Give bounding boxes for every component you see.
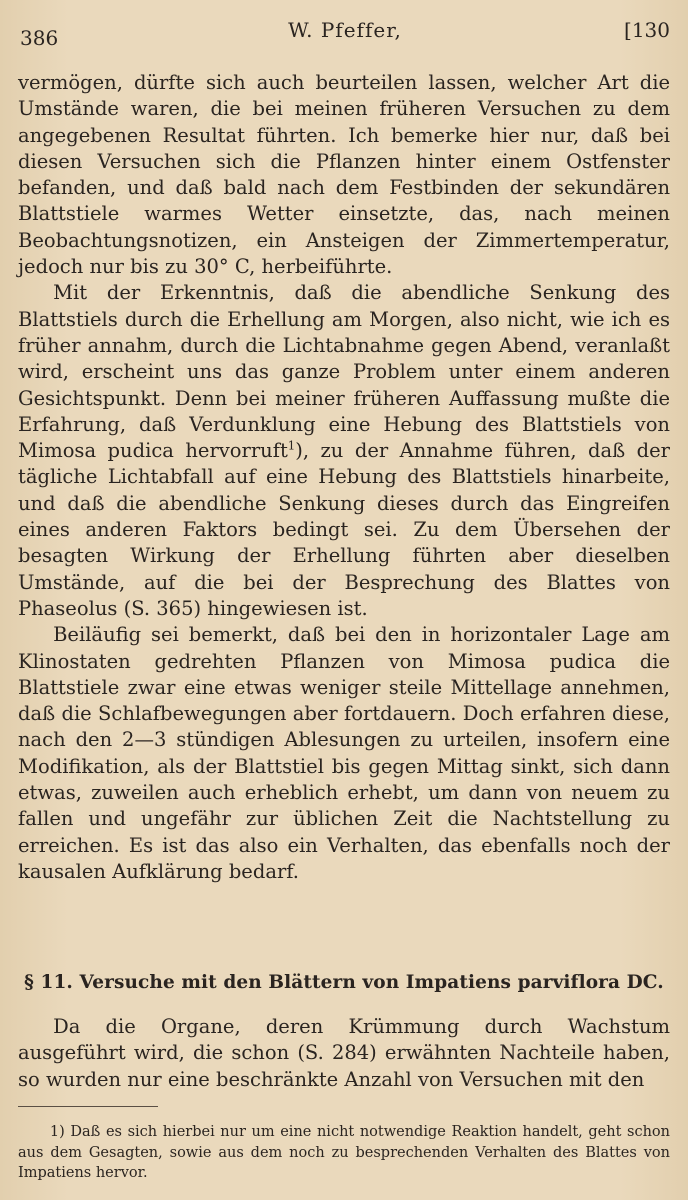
paragraph-1: vermögen, dürfte sich auch beurteilen lassen, welcher Art die Umstände waren, die bei meinen früheren Versuchen zu dem angegebenen Resultat führten. Ich bemerke hier nur, daß bei diesen Versuchen sich die Pflanzen hinter einem Ostfenster befanden, und daß bald nach dem Festbinden der sekundären Blattstiele warmes Wetter einsetzte, das, nach meinen Beobachtungsnotizen, ein Ansteigen der Zimmertemperatur, jedoch nur bis zu 30° C, herbeiführte. [18,71,670,279]
page-header [20,18,670,48]
page-number: 386 [20,26,59,50]
main-text [18,70,670,885]
footnote [18,1122,670,1184]
paragraph-2 [18,280,670,622]
footnote-marker: 1 [287,438,296,453]
section-reference: [130 [624,18,670,42]
paragraph-3: Beiläufig sei bemerkt, daß bei den in horizontaler Lage am Klinostaten gedrehten Pflanzen von Mimosa pudica die Blattstiele zwar eine etwas weniger steile Mittellage annehmen, daß die Schlafbewegungen aber fortdauern. Doch erfahren diese, nach den 2—3 stündigen Ablesungen zu urteilen, insofern eine Modifikation, als der Blattstiel bis gegen Mittag sinkt, sich dann etwas, zuweilen auch erheblich erhebt, um dann von neuem zu fallen und ungefähr zur üblichen Zeit die Nachtstellung zu erreichen. Es ist das also ein Verhalten, das ebenfalls noch der kausalen Aufklärung bedarf. [18,623,670,883]
footnote-text: 1) Daß es sich hierbei nur um eine nicht notwendige Reaktion handelt, geht schon aus dem Gesagten, sowie aus dem noch zu besprechenden Verhalten des Blattes von Impatiens hervor. [18,1124,670,1181]
paragraph-2-part-1: Mit der Erkenntnis, daß die abendliche Senkung des Blattstiels durch die Erhellung am Morgen, also nicht, wie ich es früher annahm, durch die Lichtabnahme gegen Abend, veranlaßt wird, erscheint uns das ganze Problem unter einem anderen Gesichtspunkt. Denn bei meiner früheren Auffassung mußte die Erfahrung, daß Verdunklung eine Hebung des Blattstiels von Mimosa pudica hervorruft [18,281,670,463]
running-title: W. Pfeffer, [288,18,402,42]
section-paragraph: Da die Organe, deren Krümmung durch Wachstum ausgeführt wird, die schon (S. 284) erwähnten Nachteile haben, so wurden nur eine beschränkte Anzahl von Versuchen mit den [18,1015,670,1091]
footnote-divider [18,1106,158,1107]
paragraph-2-part-2: ), zu der Annahme führen, daß der tägliche Lichtabfall auf eine Hebung des Blattstiels hinarbeite, und daß die abendliche Senkung dieses durch das Eingreifen eines anderen Faktors bedingt sei. Zu dem Übersehen der besagten Wirkung der Erhellung führten aber dieselben Umstände, auf die bei der Besprechung des Blattes von Phaseolus (S. 365) hingewiesen ist. [18,439,670,620]
section-text [18,1014,670,1093]
section-heading: § 11. Versuche mit den Blättern von Impatiens parviflora DC. [24,972,664,993]
